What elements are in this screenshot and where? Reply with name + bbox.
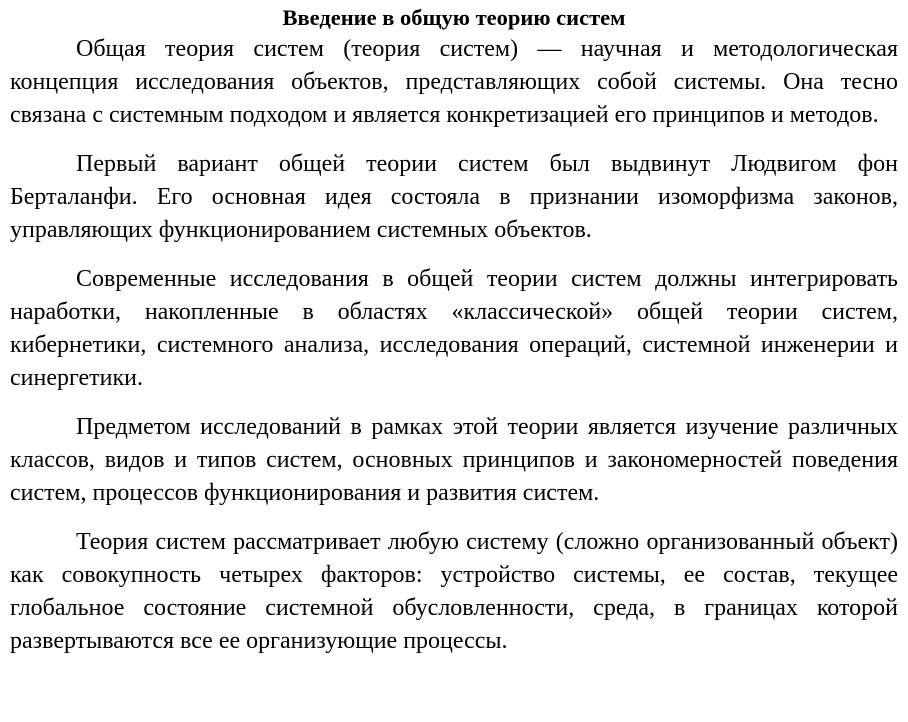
paragraph-modern-research: Современные исследования в общей теории систем должны интегрировать наработки, накопленные в областях «классической» общей теории систем, кибернетики, системного анализа, исследования операций, системной инженерии и синергетики. [10,266,898,391]
paragraph-four-factors: Теория систем рассматривает любую систему (сложно организованный объект) как совокупность четырех факторов: устройство системы, ее состав, текущее глобальное состояние системной обусловленности, среда, в границах которой развертываются все ее организующие процессы. [10,529,898,654]
paragraph-subject: Предметом исследований в рамках этой теории является изучение различных классов, видов и типов систем, основных принципов и закономерностей поведения систем, процессов функционирования и развития систем. [10,414,898,506]
paragraph-bertalanffy: Первый вариант общей теории систем был выдвинут Людвигом фон Берталанфи. Его основная идея состояла в признании изоморфизма законов, управляющих функционированием системных объектов. [10,151,898,243]
document-title: Введение в общую теорию систем [282,5,626,30]
document-page [10,4,898,674]
paragraph-definition: Общая теория систем (теория систем) — научная и методологическая концепция исследования объектов, представляющих собой системы. Она тесно связана с системным подходом и является конкретизацией его принципов и методов. [10,36,898,128]
